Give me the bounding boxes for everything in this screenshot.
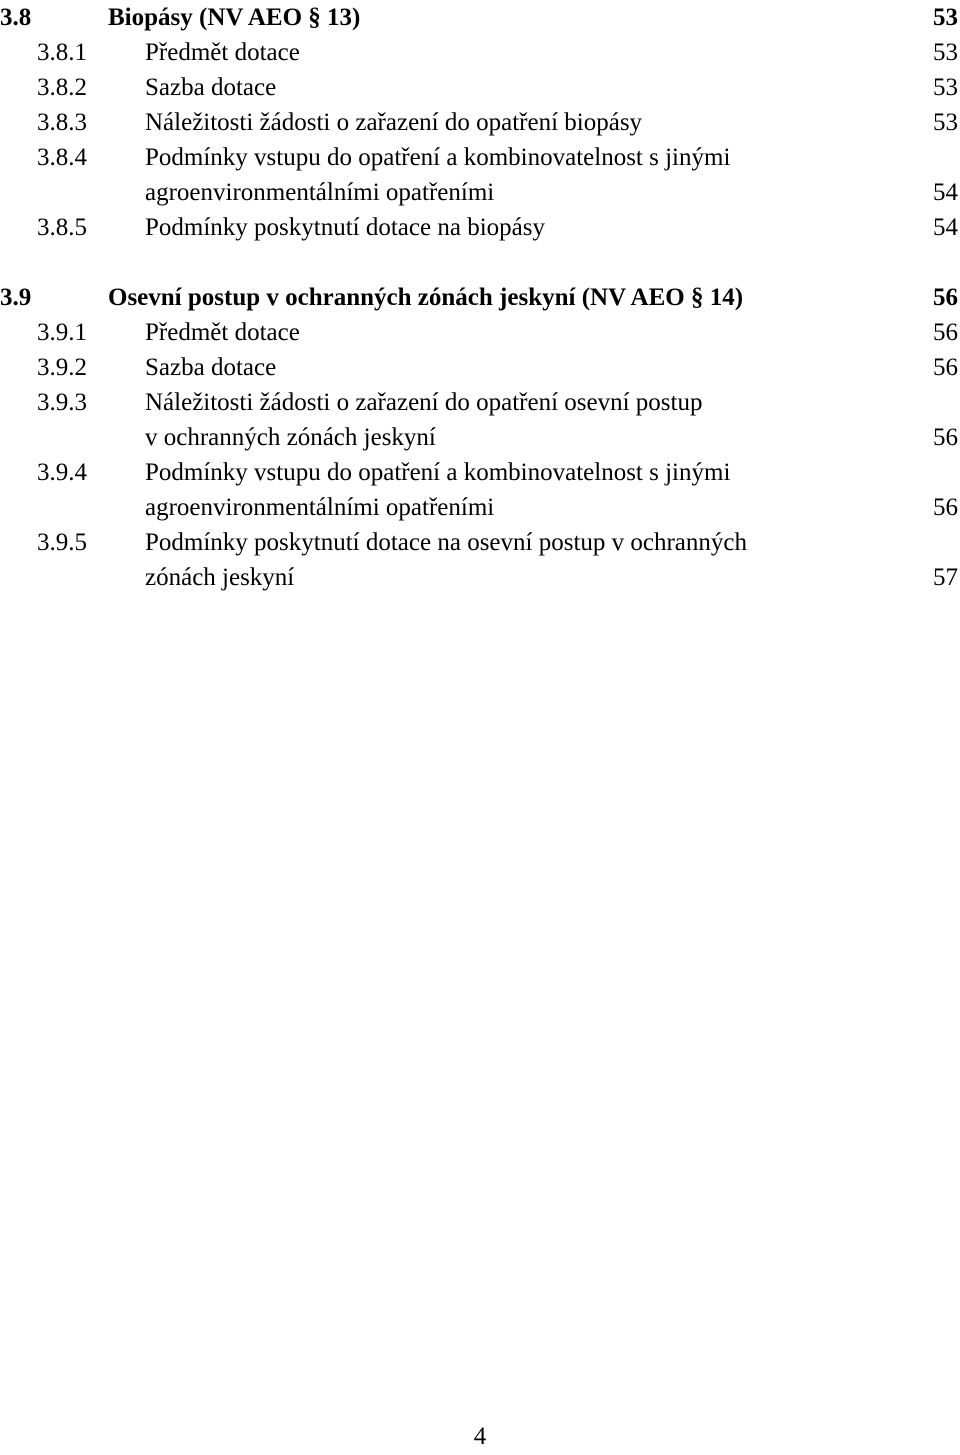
toc-entry-page-number: 56 xyxy=(933,494,958,521)
toc-entry-title-line: Předmět dotace xyxy=(145,39,300,66)
toc-entry-number: 3.9.2 xyxy=(37,354,87,381)
toc-entry-title xyxy=(108,0,960,35)
toc-subsection-entry[interactable] xyxy=(0,350,960,385)
toc-entry-page-number: 56 xyxy=(933,284,958,311)
toc-subsection-entry[interactable] xyxy=(0,105,960,140)
toc-entry-title-line: zónách jeskyní xyxy=(145,564,295,591)
toc-entry-title xyxy=(145,455,960,525)
toc-entry-title-line: Sazba dotace xyxy=(145,354,277,381)
toc-entry-title xyxy=(145,140,960,210)
toc-subsection-entry[interactable] xyxy=(0,140,960,210)
toc-entry-page-number: 54 xyxy=(933,214,958,241)
toc-entry-page-number: 53 xyxy=(933,109,958,136)
toc-entry-number: 3.8.5 xyxy=(37,214,87,241)
toc-entry-number: 3.9.5 xyxy=(37,529,87,556)
toc-entry-title xyxy=(145,35,960,70)
toc-entry-title xyxy=(145,105,960,140)
page-number: 4 xyxy=(473,1423,487,1450)
toc-subsection-entry[interactable] xyxy=(0,385,960,455)
toc-subsection-entry[interactable] xyxy=(0,35,960,70)
toc-entry-title-line: Podmínky poskytnutí dotace na osevní postup v ochranných xyxy=(145,529,748,556)
toc-entry-page-number: 53 xyxy=(933,74,958,101)
toc-subsection-entry[interactable] xyxy=(0,315,960,350)
toc-entry-title-line: v ochranných zónách jeskyní xyxy=(145,424,436,451)
toc-entry-page-number: 56 xyxy=(933,424,958,451)
toc-entry-title xyxy=(145,315,960,350)
toc-entry-title-line: Náležitosti žádosti o zařazení do opatření biopásy xyxy=(145,109,643,136)
toc-subsection-entry[interactable] xyxy=(0,525,960,595)
toc-section-entry[interactable] xyxy=(0,0,960,35)
toc-entry-number: 3.9.3 xyxy=(37,389,87,416)
toc-section-entry[interactable] xyxy=(0,280,960,315)
toc-entry-title xyxy=(145,70,960,105)
toc-entry-title-line: Náležitosti žádosti o zařazení do opatření osevní postup xyxy=(145,389,703,416)
toc-entry-number: 3.8.1 xyxy=(37,39,87,66)
toc-entry-title xyxy=(145,385,960,455)
toc-entry-number: 3.8.4 xyxy=(37,144,87,171)
toc-entry-title-line: Podmínky poskytnutí dotace na biopásy xyxy=(145,214,545,241)
toc-entry-page-number: 53 xyxy=(933,39,958,66)
toc-entry-page-number: 56 xyxy=(933,354,958,381)
toc-entry-number: 3.9.1 xyxy=(37,319,87,346)
toc-entry-number: 3.8 xyxy=(0,4,32,31)
toc-entry-number: 3.9.4 xyxy=(37,459,87,486)
toc-entry-number: 3.8.2 xyxy=(37,74,87,101)
toc-entry-title-line: Osevní postup v ochranných zónách jeskyní (NV AEO § 14) xyxy=(108,284,744,311)
toc-entry-title xyxy=(108,280,960,315)
toc-entry-page-number: 56 xyxy=(933,319,958,346)
toc-entry-page-number: 57 xyxy=(933,564,958,591)
toc-entry-title xyxy=(145,525,960,595)
toc-entry-title-line: Podmínky vstupu do opatření a kombinovatelnost s jinými xyxy=(145,144,731,171)
toc-entry-title-line: agroenvironmentálními opatřeními xyxy=(145,494,495,521)
toc-entry-title-line: Biopásy (NV AEO § 13) xyxy=(108,4,361,31)
toc-entry-title-line: Sazba dotace xyxy=(145,74,277,101)
toc-entry-page-number: 53 xyxy=(933,4,958,31)
toc-entry-title xyxy=(145,350,960,385)
toc-entry-page-number: 54 xyxy=(933,179,958,206)
toc-entry-title-line: agroenvironmentálními opatřeními xyxy=(145,179,495,206)
toc-entry-title-line: Předmět dotace xyxy=(145,319,300,346)
toc-subsection-entry[interactable] xyxy=(0,70,960,105)
toc-entry-number: 3.8.3 xyxy=(37,109,87,136)
toc-subsection-entry[interactable] xyxy=(0,455,960,525)
toc-entry-title xyxy=(145,210,960,245)
toc-entry-number: 3.9 xyxy=(0,284,32,311)
toc-entry-title-line: Podmínky vstupu do opatření a kombinovatelnost s jinými xyxy=(145,459,731,486)
table-of-contents xyxy=(0,0,960,595)
toc-subsection-entry[interactable] xyxy=(0,210,960,245)
